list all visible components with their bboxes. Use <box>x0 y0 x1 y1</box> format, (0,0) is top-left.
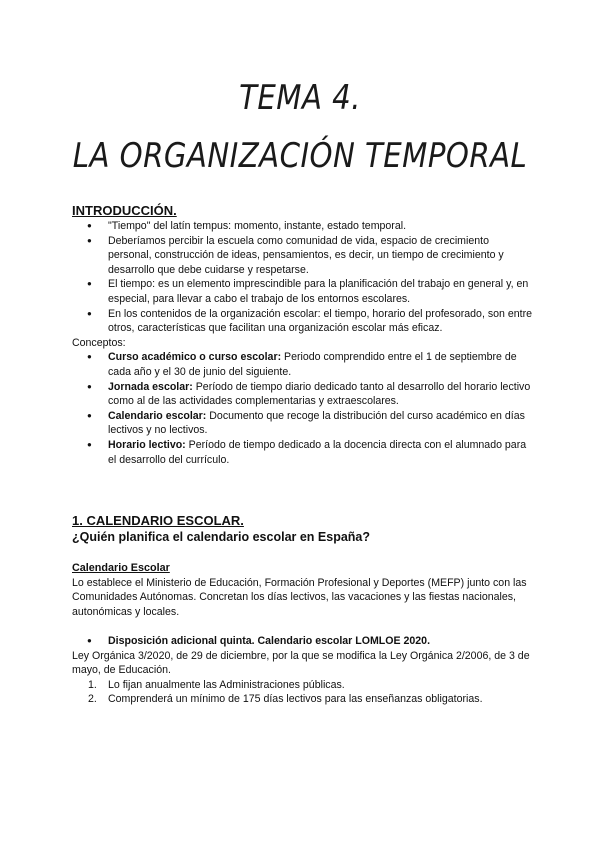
list-item: ● Deberíamos percibir la escuela como comunidad de vida, espacio de crecimiento personal, construcción de ideas, pensamientos, es decir, un tiempo de crecimiento y desarrollo que debe cuidarse y respetarse. <box>108 234 532 278</box>
concept-term: Horario lectivo: <box>108 438 186 451</box>
intro-heading: INTRODUCCIÓN. <box>72 203 177 218</box>
concept-item <box>108 438 532 467</box>
concept-term: Calendario escolar: <box>108 409 207 422</box>
concept-item <box>108 350 532 379</box>
intro-bullet-list <box>72 219 532 336</box>
title-line-1: TEMA 4. <box>239 78 361 118</box>
concept-text: Documento que recoge la distribución del curso académico en días lectivos y no lectivos. <box>108 409 525 437</box>
calendar-body <box>72 561 532 619</box>
concept-text: Período de tiempo dedicado a la docencia directa con el alumnado para el desarrollo del currículo. <box>108 438 527 466</box>
section-question: ¿Quién planifica el calendario escolar en España? <box>72 530 371 544</box>
law-bullet: Disposición adicional quinta. Calendario escolar LOMLOE 2020. <box>108 635 431 647</box>
title-line-2: LA ORGANIZACIÓN TEMPORAL <box>72 136 528 176</box>
item-text: Comprenderá un mínimo de 175 días lectivos para las enseñanzas obligatorias. <box>108 693 483 706</box>
concept-text: Periodo comprendido entre el 1 de septiembre de cada año y el 30 de junio del siguiente. <box>108 351 517 378</box>
item-number: 2. <box>88 693 97 706</box>
list-item: ● "Tiempo" del latín tempus: momento, instante, estado temporal. <box>108 219 532 234</box>
law-block <box>72 634 532 707</box>
calendar-paragraph: Lo establece el Ministerio de Educación, Formación Profesional y Deportes (MEFP) junto con las Comunidades Autónomas. Concretan los días lectivos, las vacaciones y las fiestas nacionales, autonómicas y locales. <box>72 576 527 618</box>
list-item <box>108 634 532 649</box>
concept-term: Curso académico o curso escolar: <box>108 351 282 364</box>
list-item: ● En los contenidos de la organización escolar: el tiempo, horario del profesorado, son entre otros, características que facilitan una organización escolar más eficaz. <box>108 307 532 336</box>
concept-item <box>108 409 532 438</box>
concepts-label: Conceptos: <box>72 336 126 349</box>
list-item <box>88 678 532 693</box>
law-text: Ley Orgánica 3/2020, de 29 de diciembre, por la que se modifica la Ley Orgánica 2/2006, de 3 de mayo, de Educación. <box>72 649 530 677</box>
law-bullet-list <box>72 634 532 649</box>
item-text: Lo fijan anualmente las Administraciones públicas. <box>108 678 345 691</box>
calendar-section <box>72 513 532 545</box>
item-number: 1. <box>88 678 97 691</box>
sub-heading: Calendario Escolar <box>72 562 170 574</box>
numbered-list <box>72 678 532 707</box>
list-item: ● El tiempo: es un elemento imprescindible para la planificación del trabajo en general y, en especial, para llevar a cabo el trabajo de los entornos escolares. <box>108 277 532 306</box>
concept-text: Período de tiempo diario dedicado tanto al desarrollo del horario lectivo como al de las actividades complementarias y extraescolares. <box>108 380 531 408</box>
concept-item <box>108 380 532 409</box>
intro-section <box>72 203 532 467</box>
concepts-list <box>72 350 532 467</box>
section-heading: 1. CALENDARIO ESCOLAR. <box>72 513 244 528</box>
list-item <box>88 692 532 707</box>
concept-term: Jornada escolar: <box>108 380 193 393</box>
